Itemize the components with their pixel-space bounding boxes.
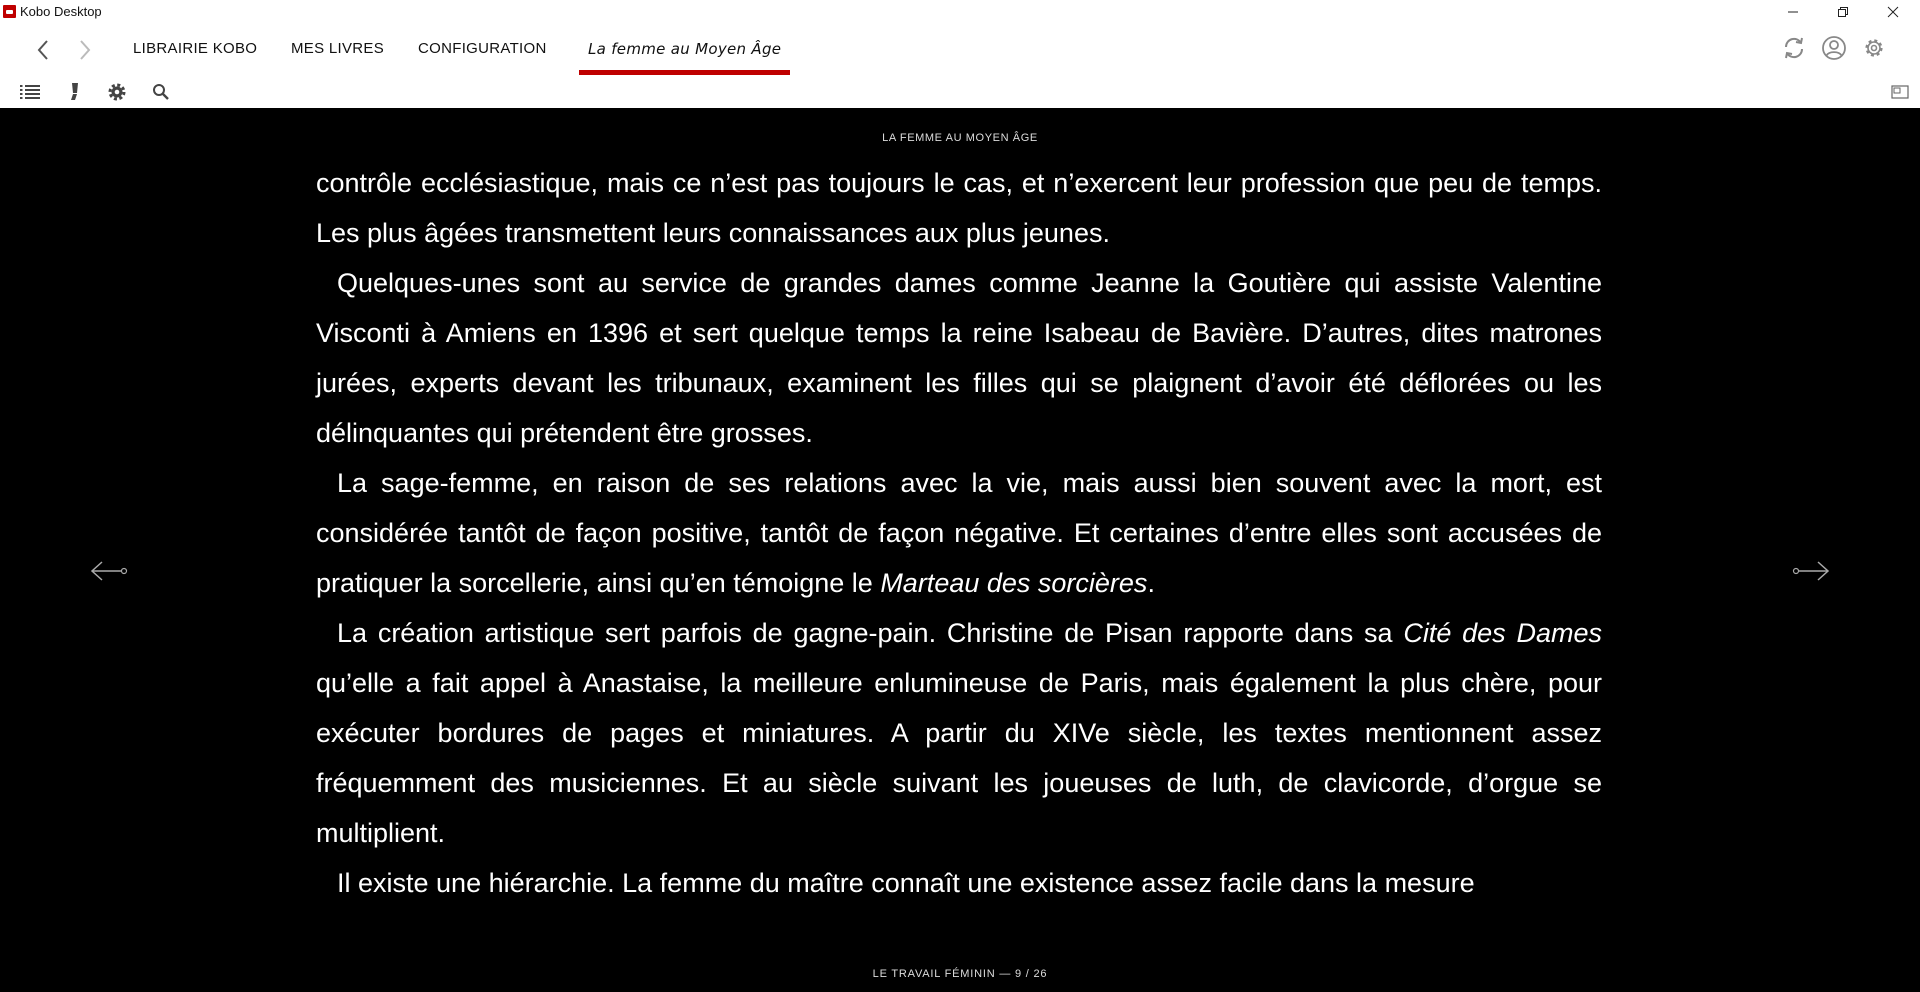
paragraph: contrôle ecclésiastique, mais ce n’est pas toujours le cas, et n’exercent leur profession que peu de temps. Les plus âgées transmettent leurs connaissances aux plus jeunes. <box>316 168 1602 248</box>
restore-button[interactable] <box>1820 0 1866 24</box>
annotations-button[interactable] <box>62 80 86 104</box>
reader-page[interactable] <box>0 108 1920 992</box>
book-title-emphasis: Cité des Dames <box>1403 618 1602 648</box>
book-text <box>316 158 1602 908</box>
account-button[interactable] <box>1820 34 1848 62</box>
tab-configuration[interactable]: CONFIGURATION <box>418 40 547 57</box>
search-button[interactable] <box>149 80 173 104</box>
active-tab-indicator <box>579 70 790 75</box>
next-page-button[interactable] <box>1790 556 1834 586</box>
restore-icon <box>1837 6 1849 18</box>
close-icon <box>1887 6 1899 18</box>
chevron-left-icon <box>36 39 50 61</box>
back-button[interactable] <box>30 37 56 63</box>
gear-icon <box>1861 35 1887 61</box>
tab-current-book[interactable]: La femme au Moyen Âge <box>588 40 782 58</box>
settings-button[interactable] <box>1860 34 1888 62</box>
minimize-icon <box>1787 6 1799 18</box>
close-button[interactable] <box>1870 0 1916 24</box>
sync-button[interactable] <box>1780 34 1808 62</box>
running-head: LA FEMME AU MOYEN ÂGE <box>882 132 1038 144</box>
reader-toolbar <box>0 76 1920 108</box>
minimize-button[interactable] <box>1770 0 1816 24</box>
paragraph-text: qu’elle a fait appel à Anastaise, la meilleure enlumineuse de Paris, mais également la plus chère, pour exécuter bordures de pages et miniatures. A partir du XIVe siècle, les textes mentionnent assez fréquemment des musiciennes. Et au siècle suivant les joueuses de luth, de clavicorde, d’orgue se multiplient. <box>316 668 1602 848</box>
reading-settings-button[interactable] <box>105 80 129 104</box>
search-icon <box>152 83 170 101</box>
list-icon <box>20 84 40 100</box>
tab-my-books[interactable]: MES LIVRES <box>291 40 385 57</box>
gear-icon <box>106 81 128 103</box>
chapter-page-indicator: LE TRAVAIL FÉMININ — 9 / 26 <box>872 968 1048 980</box>
paragraph: Il existe une hiérarchie. La femme du maître connaît une existence assez facile dans la mesure <box>337 868 1475 898</box>
highlighter-icon <box>67 82 81 102</box>
nav-bar <box>0 24 1920 76</box>
tab-kobo-store[interactable]: LIBRAIRIE KOBO <box>133 40 258 57</box>
chevron-right-icon <box>78 39 92 61</box>
paragraph-text: . <box>1147 568 1155 598</box>
paragraph: Quelques-unes sont au service de grandes dames comme Jeanne la Goutière qui assiste Valentine Visconti à Amiens en 1396 et sert quelque temps la reine Isabeau de Bavière. D’autres, dites matrones jurées, experts devant les tribunaux, examinent les filles qui se plaignent d’avoir été déflorées ou les délinquantes qui prétendent être grosses. <box>316 268 1602 448</box>
table-of-contents-button[interactable] <box>18 80 42 104</box>
paragraph <box>316 458 1602 608</box>
side-panel-button[interactable] <box>1888 80 1912 104</box>
window-title: Kobo Desktop <box>20 4 102 19</box>
title-bar <box>0 0 1920 24</box>
user-icon <box>1821 35 1847 61</box>
arrow-right-icon <box>1792 556 1832 586</box>
arrow-left-icon <box>88 556 128 586</box>
panel-icon <box>1891 84 1909 100</box>
paragraph-text: La sage-femme, en raison de ses relations avec la vie, mais aussi bien souvent avec la mort, est considérée tantôt de façon positive, tantôt de façon négative. Et certaines d’entre elles sont accusées de pratiquer la sorcellerie, ainsi qu’en témoigne le <box>316 468 1602 598</box>
kobo-logo-icon <box>3 5 16 18</box>
forward-button[interactable] <box>72 37 98 63</box>
book-title-emphasis: Marteau des sorcières <box>880 568 1148 598</box>
previous-page-button[interactable] <box>86 556 130 586</box>
paragraph <box>316 608 1602 858</box>
paragraph-text: La création artistique sert parfois de gagne-pain. Christine de Pisan rapporte dans sa <box>337 618 1404 648</box>
sync-icon <box>1781 35 1807 61</box>
